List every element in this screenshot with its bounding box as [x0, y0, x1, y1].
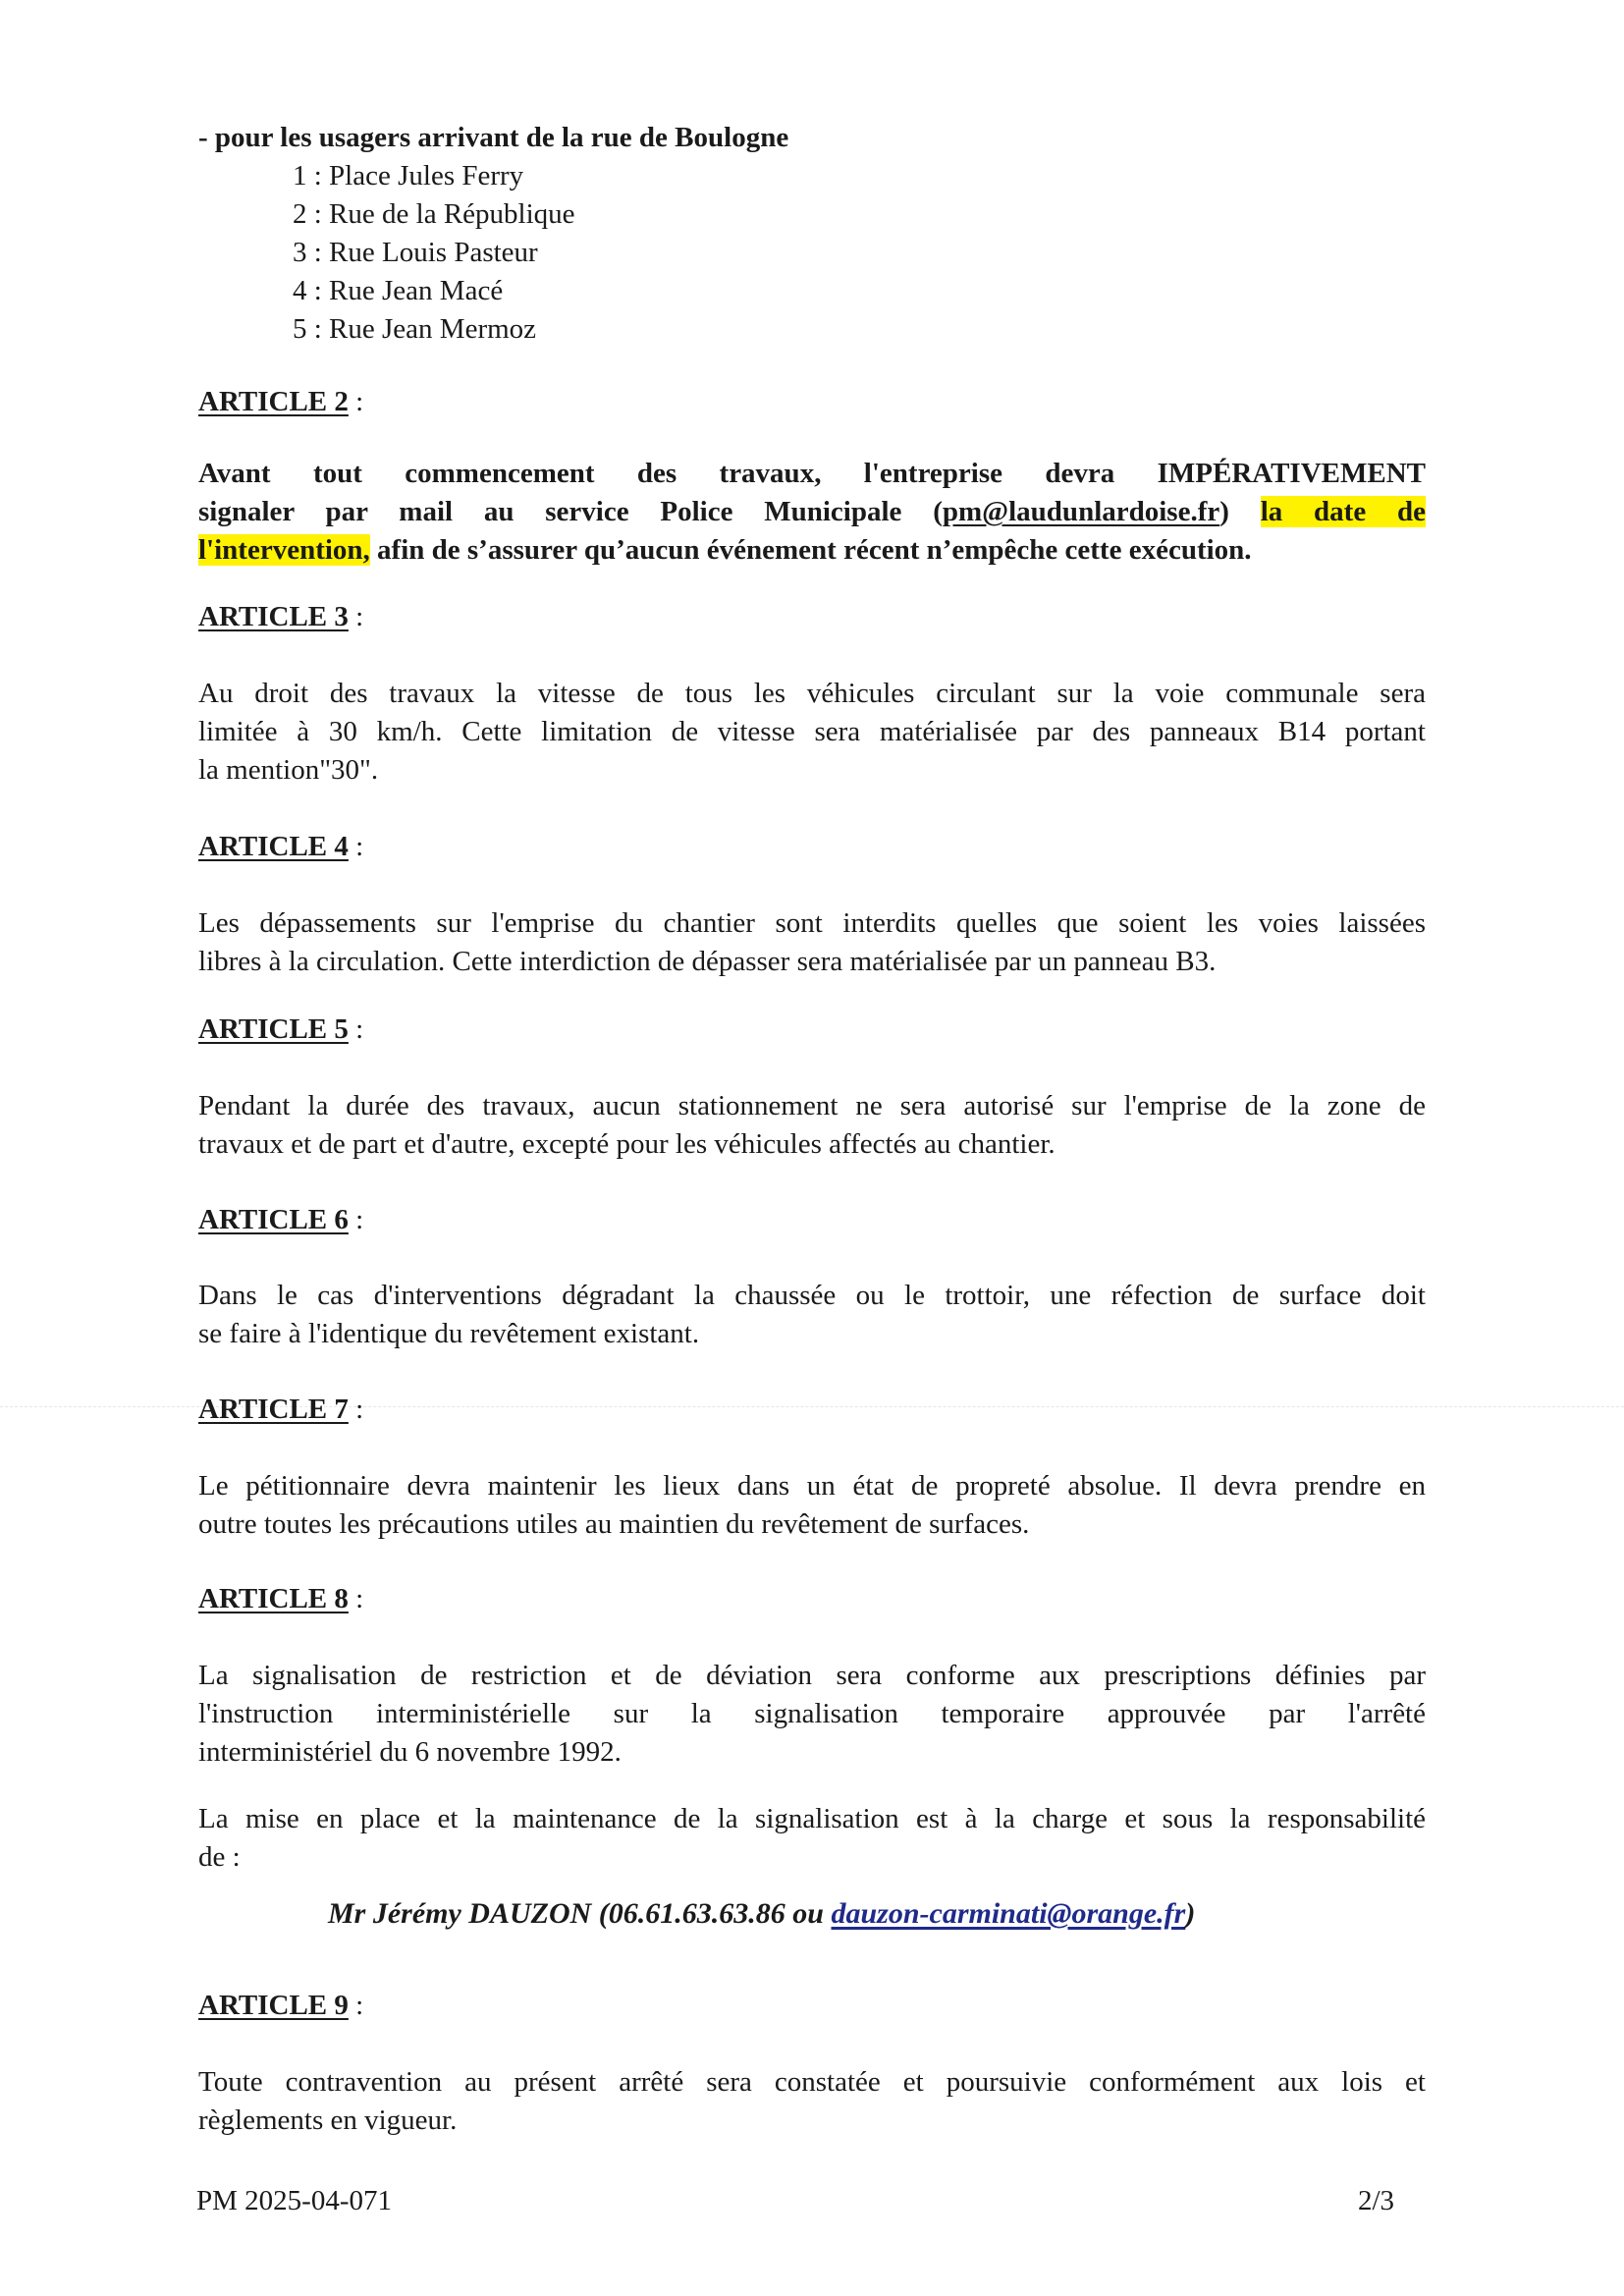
contact-close: ) — [1185, 1897, 1196, 1930]
article-2-line-3-text: afin de s’assurer qu’aucun événement récent n’empêche cette exécution. — [369, 534, 1252, 566]
article-7-line-1: Le pétitionnaire devra maintenir les lieux dans un état de propreté absolue. Il devra prendre en — [198, 1470, 1426, 1502]
article-7-body — [198, 1467, 1426, 1544]
article-8-body — [198, 1657, 1426, 1772]
document-reference: PM 2025-04-071 — [196, 2185, 392, 2216]
article-7-heading — [198, 1391, 363, 1429]
article-8-colon: : — [348, 1583, 364, 1614]
highlighted-date-text: la date de — [1260, 496, 1426, 527]
article-9-line-2: règlements en vigueur. — [198, 2105, 458, 2136]
article-6-colon: : — [348, 1204, 364, 1235]
article-6-title: ARTICLE 6 — [198, 1204, 349, 1235]
article-2-line-2-close: ) — [1219, 496, 1261, 527]
article-3-colon: : — [348, 601, 364, 632]
article-7-line-2: outre toutes les précautions utiles au maintien du revêtement de surfaces. — [198, 1508, 1030, 1540]
article-6-line-2: se faire à l'identique du revêtement existant. — [198, 1318, 700, 1349]
article-3-line-1: Au droit des travaux la vitesse de tous les véhicules circulant sur la voie communale sera — [198, 678, 1426, 709]
article-2-line-2-text: signaler par mail au service Police Municipale ( — [198, 496, 943, 527]
article-8-p2-line-1: La mise en place et la maintenance de la signalisation est à la charge et sous la responsabilité — [198, 1803, 1426, 1834]
article-2-line-3 — [198, 531, 1426, 570]
article-3-heading — [198, 598, 363, 636]
article-5-heading — [198, 1011, 363, 1049]
list-item: 1 : Place Jules Ferry — [293, 160, 524, 191]
article-7-colon: : — [348, 1394, 364, 1425]
intro-heading — [198, 119, 788, 157]
contact-name: Mr Jérémy DAUZON (06.61.63.63.86 ou — [328, 1897, 832, 1930]
article-8-title: ARTICLE 8 — [198, 1583, 349, 1614]
list-item: 4 : Rue Jean Macé — [293, 275, 504, 306]
article-4-title: ARTICLE 4 — [198, 831, 349, 862]
article-7-title: ARTICLE 7 — [198, 1394, 349, 1425]
article-5-title: ARTICLE 5 — [198, 1013, 349, 1045]
article-6-body — [198, 1277, 1426, 1353]
article-3-line-2: limitée à 30 km/h. Cette limitation de vitesse sera matérialisée par des panneaux B14 portant — [198, 716, 1426, 747]
article-4-line-2: libres à la circulation. Cette interdiction de dépasser sera matérialisée par un panneau B3. — [198, 946, 1217, 977]
page-number: 2/3 — [1358, 2185, 1395, 2216]
article-8-line-2: l'instruction interministérielle sur la signalisation temporaire approuvée par l'arrêté — [198, 1698, 1426, 1729]
article-8-line-3: interministériel du 6 novembre 1992. — [198, 1736, 622, 1768]
article-4-colon: : — [348, 831, 364, 862]
article-3-title: ARTICLE 3 — [198, 601, 349, 632]
article-3-line-3: la mention"30". — [198, 754, 379, 786]
article-6-line-1: Dans le cas d'interventions dégradant la chaussée ou le trottoir, une réfection de surface doit — [198, 1280, 1426, 1311]
article-3-body — [198, 675, 1426, 790]
article-9-colon: : — [348, 1990, 364, 2021]
article-9-heading — [198, 1987, 363, 2025]
article-4-body — [198, 904, 1426, 981]
article-5-line-1: Pendant la durée des travaux, aucun stationnement ne sera autorisé sur l'emprise de la zone de — [198, 1090, 1426, 1121]
article-9-body — [198, 2063, 1426, 2140]
police-email: pm@laudunlardoise.fr — [942, 496, 1220, 527]
article-2-body — [198, 455, 1426, 570]
article-4-heading — [198, 828, 363, 866]
article-8-line-1: La signalisation de restriction et de déviation sera conforme aux prescriptions définies par — [198, 1660, 1426, 1691]
article-4-line-1: Les dépassements sur l'emprise du chantier sont interdits quelles que soient les voies laissées — [198, 907, 1426, 939]
article-5-body — [198, 1087, 1426, 1164]
highlighted-intervention-text: l'intervention, — [198, 534, 370, 566]
contact-line — [328, 1894, 1195, 1933]
article-5-colon: : — [348, 1013, 364, 1045]
list-item: 3 : Rue Louis Pasteur — [293, 237, 538, 268]
article-2-heading — [198, 383, 363, 421]
article-9-title: ARTICLE 9 — [198, 1990, 349, 2021]
contact-email-link[interactable]: dauzon-carminati@orange.fr — [831, 1897, 1186, 1930]
article-2-title: ARTICLE 2 — [198, 386, 349, 417]
intro-heading-text: - pour les usagers arrivant de la rue de Boulogne — [198, 122, 789, 153]
article-6-heading — [198, 1201, 363, 1239]
article-8-heading — [198, 1580, 363, 1618]
article-2-line-2 — [198, 493, 1426, 531]
article-2-colon: : — [348, 386, 364, 417]
list-item: 2 : Rue de la République — [293, 198, 575, 230]
article-2-line-1: Avant tout commencement des travaux, l'entreprise devra IMPÉRATIVEMENT — [198, 458, 1426, 489]
article-9-line-1: Toute contravention au présent arrêté sera constatée et poursuivie conformément aux lois et — [198, 2066, 1426, 2098]
article-8-responsibility — [198, 1800, 1426, 1877]
list-item: 5 : Rue Jean Mermoz — [293, 313, 537, 345]
article-5-line-2: travaux et de part et d'autre, excepté pour les véhicules affectés au chantier. — [198, 1128, 1056, 1160]
article-8-p2-line-2: de : — [198, 1841, 241, 1873]
